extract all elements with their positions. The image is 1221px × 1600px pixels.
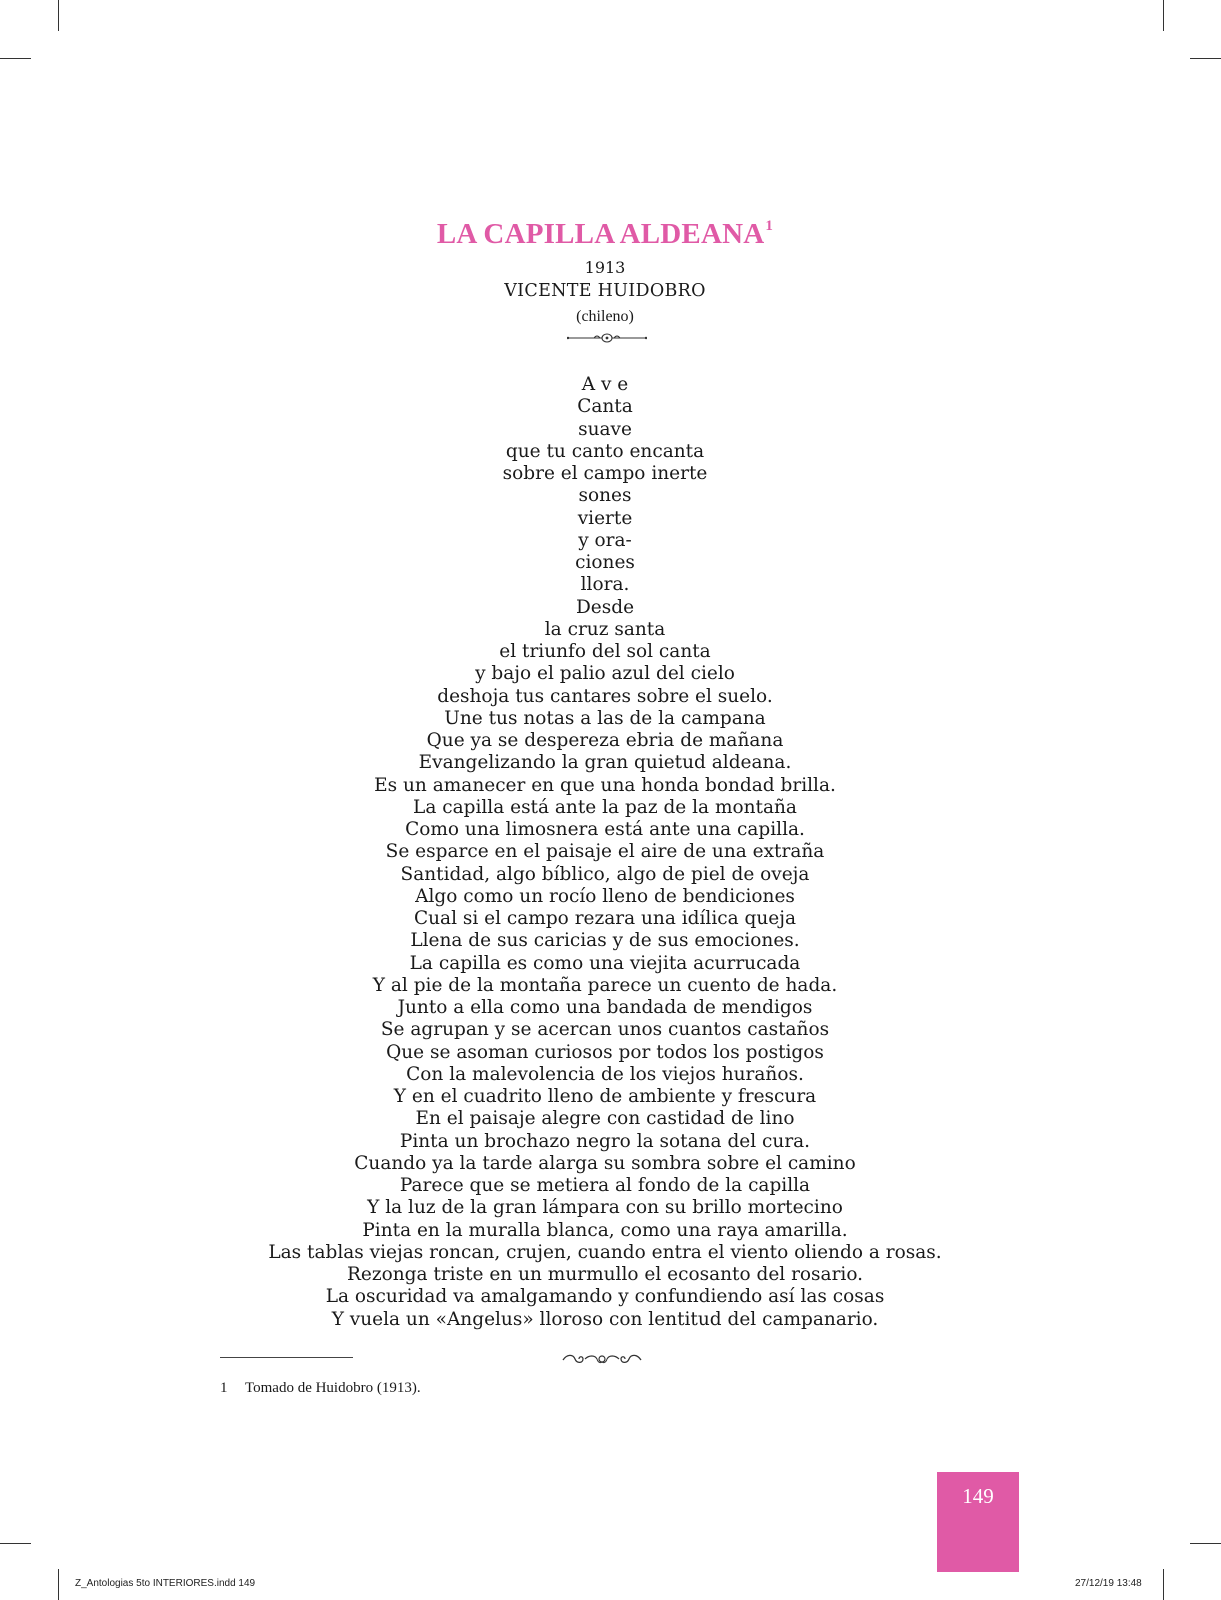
poem-line: Que ya se despereza ebria de mañana (426, 730, 784, 751)
poem-nationality: (chileno) (576, 308, 634, 325)
poem-line: Como una limosnera está ante una capilla. (405, 819, 805, 840)
poem-line: que tu canto encanta (505, 440, 705, 462)
page-number: 149 (962, 1484, 994, 1508)
poem-line: La capilla está ante la paz de la montaña (413, 796, 797, 818)
footnote-text: Tomado de Huidobro (1913). (245, 1380, 421, 1396)
poem-title-text: LA CAPILLA ALDEANA (436, 218, 765, 250)
crop-mark (0, 58, 31, 59)
page-number-tab (937, 1472, 1019, 1572)
title-footnote-ref: 1 (765, 218, 774, 234)
poem-line: Cual si el campo rezara una idílica queja (413, 908, 797, 929)
poem-year: 1913 (584, 258, 626, 277)
crop-mark (0, 1543, 31, 1544)
poem-line: Junto a ella como una bandada de mendigos (397, 997, 813, 1018)
footnote-rule (220, 1357, 353, 1358)
poem-line: Las tablas viejas roncan, crujen, cuando entra el viento oliendo a rosas. (268, 1241, 942, 1263)
poem-line: Rezonga triste en un murmullo el ecosanto del rosario. (346, 1264, 864, 1285)
poem-line: Con la malevolencia de los viejos huraños. (406, 1063, 804, 1085)
crop-mark (1163, 0, 1164, 31)
poem-line: A v e (581, 374, 629, 395)
poem-line: Se agrupan y se acercan unos cuantos castaños (380, 1019, 830, 1041)
crop-mark (58, 0, 59, 31)
poem-line: Evangelizando la gran quietud aldeana. (418, 752, 792, 774)
poem-line: el triunfo del sol canta (499, 641, 711, 662)
poem-line: Pinta en la muralla blanca, como una raya amarilla. (362, 1219, 848, 1241)
crop-mark (1163, 1569, 1164, 1600)
poem-line: sobre el campo inerte (502, 463, 708, 484)
poem-line: Es un amanecer en que una honda bondad brilla. (374, 774, 836, 796)
poem-line: Y la luz de la gran lámpara con su brillo mortecino (367, 1197, 843, 1219)
poem-line: Desde (575, 596, 635, 618)
poem-line: sones (578, 485, 632, 507)
crop-mark (1190, 58, 1221, 59)
poem-line: vierte (577, 507, 633, 529)
poem-line: Canta (577, 396, 633, 418)
crop-mark (58, 1569, 59, 1600)
poem-line: Llena de sus caricias y de sus emociones. (410, 930, 800, 952)
flourish-ornament-icon (561, 1352, 643, 1366)
ornament-divider-icon (567, 332, 647, 344)
poem-title (0, 218, 1210, 251)
poem-line: En el paisaje alegre con castidad de lino (415, 1108, 795, 1130)
poem-line: deshoja tus cantares sobre el suelo. (437, 685, 773, 707)
poem-line: suave (578, 418, 632, 440)
poem-line: llora. (580, 574, 630, 596)
slug-datetime: 27/12/19 13:48 (1075, 1578, 1142, 1589)
poem-line: Y vuela un «Angelus» lloroso con lentitud del campanario. (331, 1308, 879, 1330)
footnote (220, 1380, 421, 1397)
footnote-number: 1 (220, 1380, 228, 1396)
poem-line: Santidad, algo bíblico, algo de piel de oveja (400, 863, 810, 885)
poem-line: ciones (575, 552, 635, 573)
slug-filename: Z_Antologias 5to INTERIORES.indd 149 (75, 1578, 256, 1589)
poem-line: Pinta un brochazo negro la sotana del cura. (399, 1130, 811, 1152)
crop-mark (1190, 1543, 1221, 1544)
poem-line: Cuando ya la tarde alarga su sombra sobre el camino (354, 1152, 856, 1174)
poem-body (0, 374, 1210, 1331)
poem-line: Y al pie de la montaña parece un cuento de hada. (372, 974, 838, 996)
poem-line: Parece que se metiera al fondo de la capilla (399, 1175, 811, 1196)
poem-line: Y en el cuadrito lleno de ambiente y frescura (393, 1086, 817, 1107)
poem-line: La oscuridad va amalgamando y confundiendo así las cosas (325, 1286, 885, 1308)
poem-line: Se esparce en el paisaje el aire de una extraña (385, 841, 825, 863)
poem-line: Algo como un rocío lleno de bendiciones (415, 885, 795, 907)
poem-line: La capilla es como una viejita acurrucada (409, 952, 801, 974)
poem-author: VICENTE HUIDOBRO (504, 281, 706, 301)
poem-line: Une tus notas a las de la campana (444, 707, 766, 729)
poem-line: la cruz santa (544, 618, 666, 640)
poem-line: y ora- (578, 529, 632, 551)
poem-line: Que se asoman curiosos por todos los postigos (386, 1041, 824, 1063)
poem-line: y bajo el palio azul del cielo (475, 663, 735, 685)
